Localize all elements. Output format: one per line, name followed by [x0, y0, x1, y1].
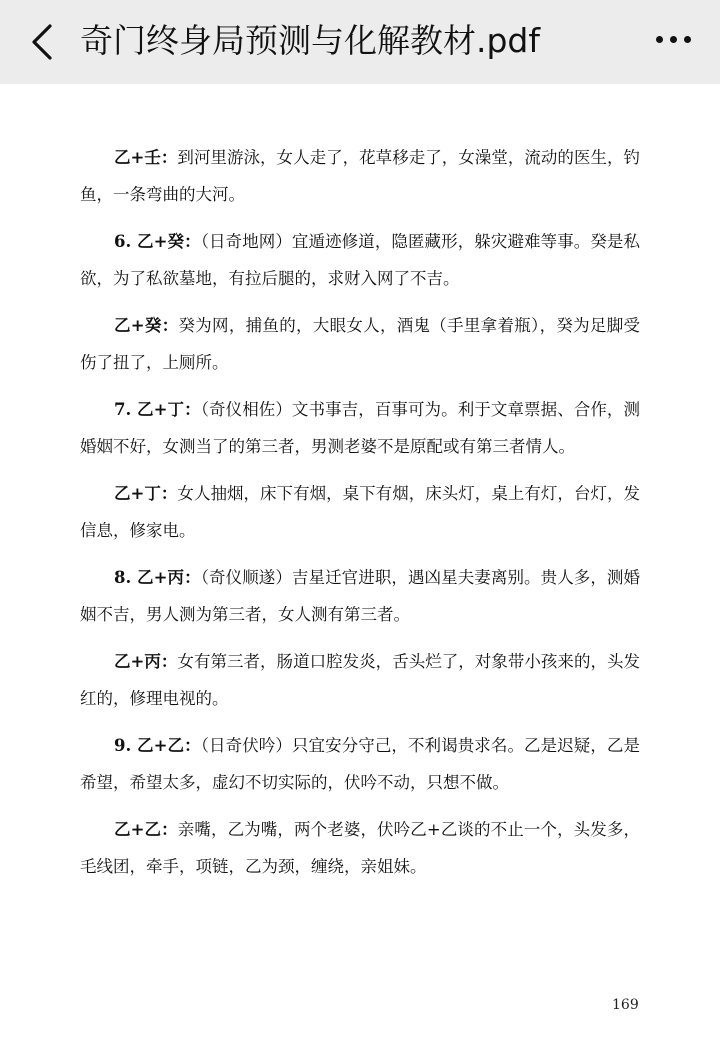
paragraph: [80, 559, 640, 633]
paragraph-text: 癸为网，捕鱼的，大眼女人，酒鬼（手里拿着瓶），癸为足脚受伤了扭了，上厕所。: [80, 316, 641, 372]
paragraph-heading: 7. 乙+丁：: [114, 400, 201, 419]
paragraph-heading: 乙+丁：: [114, 484, 178, 503]
paragraph-text: （奇仪顺遂）吉星迁官进职，遇凶星夫妻离别。贵人多，测婚姻不吉，男人测为第三者，女人测有第三者。: [80, 568, 641, 624]
paragraph: [80, 391, 640, 465]
page-content: [80, 139, 640, 895]
paragraph-text: （奇仪相佐）文书事吉，百事可为。利于文章票据、合作，测婚姻不好，女测当了的第三者，男测老婆不是原配或有第三者情人。: [80, 400, 641, 456]
top-bar: [0, 0, 720, 84]
paragraph: [80, 811, 640, 885]
paragraph: [80, 307, 640, 381]
paragraph-heading: 乙+癸：: [114, 316, 179, 335]
paragraph-heading: 9. 乙+乙：: [114, 736, 201, 755]
paragraph: [80, 643, 640, 717]
paragraph-heading: 6. 乙+癸：: [114, 232, 201, 251]
paragraph: [80, 139, 640, 213]
pdf-page[interactable]: [0, 84, 720, 1062]
page-number: 169: [612, 997, 639, 1013]
paragraph-text: （日奇地网）宜遁迹修道，隐匿藏形，躲灾避难等事。癸是私欲，为了私欲墓地，有拉后腿的，求财入网了不吉。: [80, 232, 641, 288]
paragraph-text: 到河里游泳，女人走了，花草移走了，女澡堂，流动的医生，钓鱼，一条弯曲的大河。: [80, 148, 641, 204]
document-title: 奇门终身局预测与化解教材.pdf: [80, 21, 541, 60]
more-options-button[interactable]: [654, 30, 694, 50]
paragraph-heading: 8. 乙+丙：: [114, 568, 201, 587]
paragraph-heading: 乙+乙：: [114, 820, 178, 839]
paragraph-text: 女有第三者，肠道口腔发炎，舌头烂了，对象带小孩来的，头发红的，修理电视的。: [80, 652, 641, 708]
chevron-left-icon: [26, 20, 66, 64]
paragraph-heading: 乙+壬：: [114, 148, 178, 167]
paragraph: [80, 223, 640, 297]
back-button[interactable]: [26, 20, 66, 64]
more-horizontal-icon: [656, 36, 663, 43]
paragraph-text: 女人抽烟，床下有烟，桌下有烟，床头灯，桌上有灯，台灯，发信息，修家电。: [80, 484, 641, 540]
paragraph: [80, 727, 640, 801]
paragraph-text: 亲嘴，乙为嘴，两个老婆，伏吟乙+乙谈的不止一个，头发多，毛线团，牵手，项链，乙为颈，缠绕，亲姐妹。: [80, 820, 641, 876]
paragraph-heading: 乙+丙：: [114, 652, 178, 671]
paragraph-text: （日奇伏吟）只宜安分守己，不利谒贵求名。乙是迟疑，乙是希望，希望太多，虚幻不切实际的，伏吟不动，只想不做。: [80, 736, 641, 792]
paragraph: [80, 475, 640, 549]
